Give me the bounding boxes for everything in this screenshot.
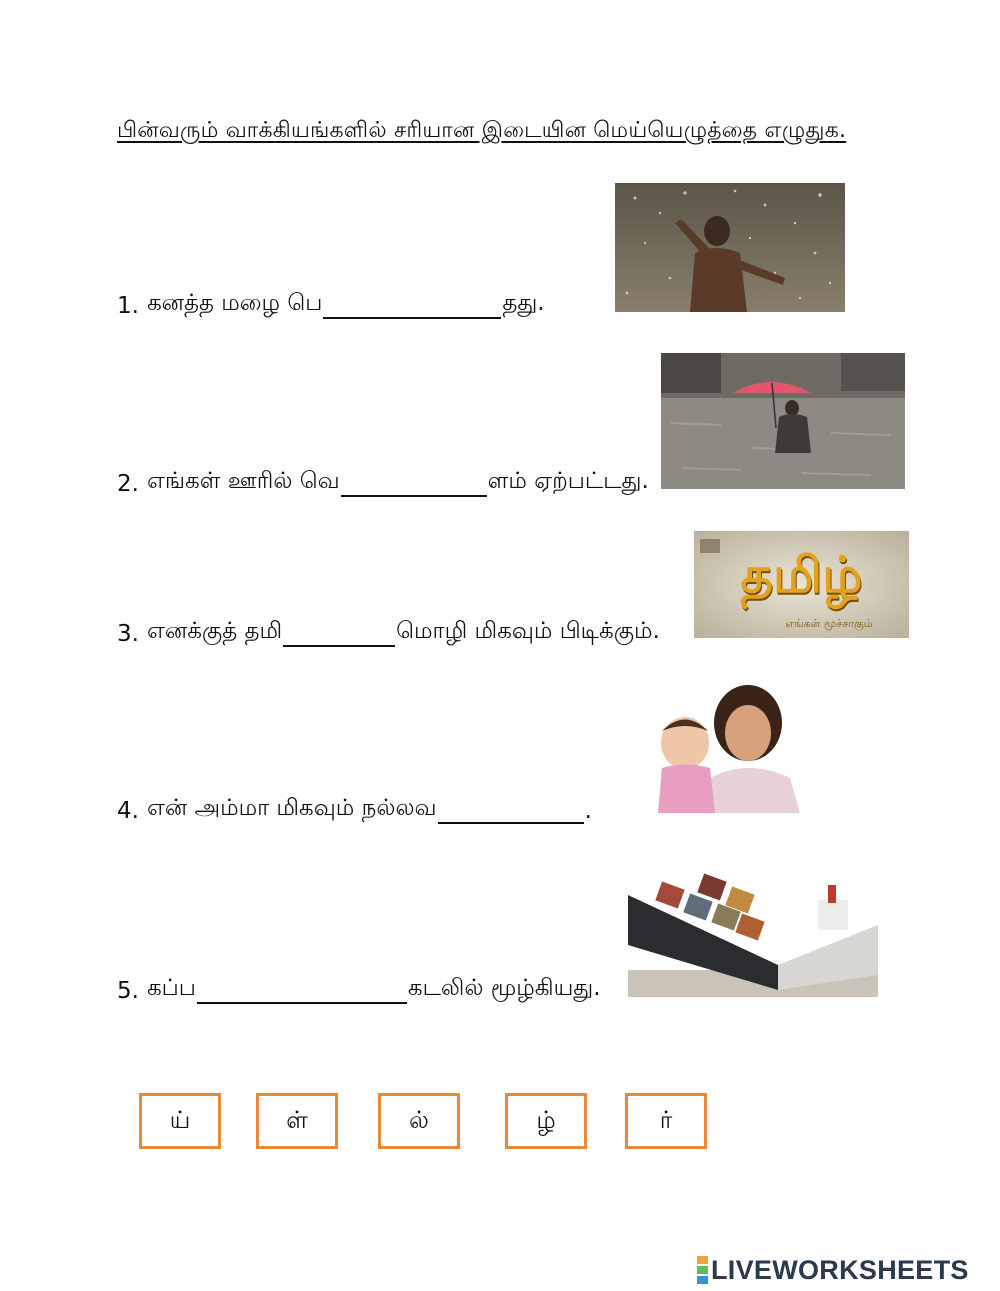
answer-input-4[interactable] [438, 801, 588, 825]
brand-name: LIVEWORKSHEETS [711, 1254, 969, 1285]
option-tile[interactable]: ழ் [505, 1093, 587, 1149]
answer-input-5[interactable] [197, 981, 411, 1005]
question-text-before: என் அம்மா மிகவும் நல்லவ [146, 795, 437, 821]
boy-in-rain-photo [615, 183, 845, 312]
question-number: 5. [117, 978, 139, 1004]
question-text-after: தது. [502, 290, 545, 316]
mother-child-photo [640, 683, 805, 813]
question-text-before: எனக்குத் தமி [146, 618, 283, 644]
answer-blank-1[interactable] [323, 295, 501, 319]
question-text-after: கடலில் மூழ்கியது. [407, 975, 601, 1001]
question-text-before: கப்ப [146, 975, 196, 1001]
question-text-before: எங்கள் ஊரில் வெ [146, 468, 340, 494]
option-tile[interactable]: ய் [139, 1093, 221, 1149]
question-number: 4. [117, 798, 139, 824]
answer-blank-5[interactable] [197, 980, 407, 1004]
answer-input-2[interactable] [341, 474, 491, 498]
question-text-before: கனத்த மழை பெ [146, 290, 323, 316]
question-text-after: மொழி மிகவும் பிடிக்கும். [396, 618, 660, 644]
answer-blank-3[interactable] [283, 623, 395, 647]
option-tile[interactable]: ர் [625, 1093, 707, 1149]
instruction-heading: பின்வரும் வாக்கியங்களில் சரியான இடையின மெய்யெழுத்தை எழுதுக. [117, 118, 847, 143]
question-1 [117, 290, 545, 319]
question-text-after: ளம் ஏற்பட்டது. [487, 468, 649, 494]
question-3 [117, 618, 660, 647]
tamil-title-graphic [694, 531, 909, 638]
question-5 [117, 975, 601, 1004]
answer-input-3[interactable] [283, 624, 399, 648]
question-2 [117, 468, 649, 497]
logo-mark-icon [697, 1256, 708, 1284]
option-tile[interactable]: ல் [378, 1093, 460, 1149]
tamil-graphic-title: தமிழ் [740, 545, 863, 604]
question-number: 3. [117, 621, 139, 647]
tamil-graphic-subtitle: எங்கள் மூச்சாகும் [785, 617, 873, 630]
question-text-after: . [584, 798, 592, 824]
question-number: 2. [117, 471, 139, 497]
flood-umbrella-photo [661, 353, 905, 489]
answer-input-1[interactable] [323, 296, 505, 320]
answer-blank-4[interactable] [438, 800, 584, 824]
question-4 [117, 795, 592, 824]
answer-blank-2[interactable] [341, 473, 487, 497]
option-tile[interactable]: ள் [256, 1093, 338, 1149]
liveworksheets-logo [697, 1255, 969, 1285]
question-number: 1. [117, 293, 139, 319]
sinking-ship-photo [628, 855, 878, 997]
